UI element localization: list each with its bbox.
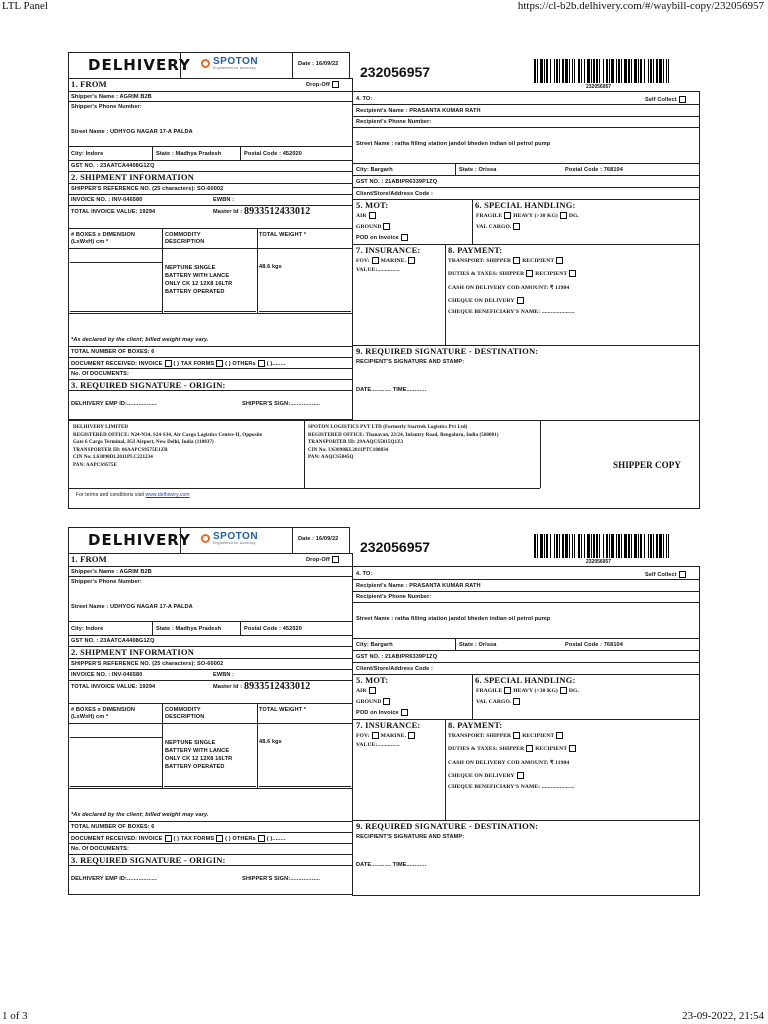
marine-label: MARINE.: [380, 257, 406, 264]
cheque-beneficiary: CHEQUE BENEFICIARY'S NAME: ......................: [448, 784, 575, 790]
self-collect-option: [645, 571, 688, 578]
terms-link[interactable]: www.delhivery.com: [145, 492, 190, 498]
shipper-gst: GST NO. : 23AATCA4408G1ZQ: [71, 638, 155, 644]
self-collect-option: [645, 96, 688, 103]
transport-recipient-checkbox[interactable]: [556, 257, 563, 264]
doc-tax-label: ( ) TAX FORMS: [173, 835, 215, 842]
delhivery-emp-id: DELHIVERY EMP ID:..................: [71, 401, 157, 407]
transport-recipient-checkbox[interactable]: [556, 732, 563, 739]
dropoff-checkbox[interactable]: [332, 81, 339, 88]
duties-shipper-checkbox[interactable]: [526, 270, 533, 277]
shipper-reference: SHIPPER'S REFERENCE NO. (25 characters): SO-60002: [71, 186, 224, 192]
val-cargo-checkbox[interactable]: [513, 223, 520, 230]
invoice-checkbox[interactable]: [165, 835, 172, 842]
recipient-name: Recipient's Name : PRASANTA KUMAR RATH: [356, 583, 481, 589]
ground-option: [356, 698, 392, 705]
recipient-state: State : Orissa: [459, 167, 497, 173]
boxes-dimension-header: # BOXES x DIMENSION: [71, 707, 136, 713]
boxes-dimension-unit: (LxWxH) cm *: [71, 239, 109, 245]
master-id-label: Master Id :: [213, 209, 243, 215]
invoice-checkbox[interactable]: [165, 360, 172, 367]
recipient-gst: GST NO. : 21ABIPR6339P1ZQ: [356, 654, 438, 660]
destination-signature-title: 9. REQUIRED SIGNATURE - DESTINATION:: [356, 821, 539, 831]
cheque-delivery-label: CHEQUE ON DELIVERY: [448, 297, 515, 304]
barcode-number: 232056957: [586, 559, 612, 565]
from-title: 1. FROM: [71, 554, 107, 564]
barcode-number: 232056957: [586, 84, 612, 90]
self-collect-checkbox[interactable]: [679, 96, 686, 103]
document-received: [71, 360, 286, 367]
master-id: 8933512433012: [244, 206, 311, 217]
print-title: LTL Panel: [2, 0, 48, 12]
recipient-gst: GST NO. : 21ABIPR6339P1ZQ: [356, 179, 438, 185]
dropoff-checkbox[interactable]: [332, 556, 339, 563]
client-store-code: Client/Store/Address Code :: [356, 191, 433, 197]
ground-checkbox[interactable]: [383, 223, 390, 230]
transport-payer: [448, 257, 565, 264]
total-boxes: TOTAL NUMBER OF BOXES: 6: [71, 824, 155, 830]
duties-recipient-checkbox[interactable]: [569, 270, 576, 277]
shipper-name: Shipper's Name : AGRIM B2B: [71, 94, 152, 100]
spoton-wordmark: SPOTON: [213, 531, 259, 542]
waybill-date: Date : 16/09/22: [298, 61, 339, 67]
others-checkbox[interactable]: [258, 835, 265, 842]
recipient-postal: Postal Code : 768104: [565, 167, 623, 173]
shipper-city: City: Indore: [71, 626, 104, 632]
shipper-copy-label: SHIPPER COPY: [613, 460, 681, 470]
commodity-line-4: BATTERY OPERATED: [165, 764, 225, 770]
val-cargo-option: [476, 223, 522, 230]
fov-label: FOV:: [356, 732, 370, 739]
insurance-options: [356, 732, 417, 739]
spoton-logo: [213, 56, 258, 70]
marine-checkbox[interactable]: [408, 732, 415, 739]
delhivery-office-2: Gate 6 Cargo Terminal, IGI Airport, New Delhi, India (110037): [73, 440, 214, 446]
duties-recipient-label: RECIPIENT: [535, 745, 568, 752]
spoton-transporter: TRANSPORTER ID: 29AAQCS5815Q1Z3: [308, 440, 404, 446]
total-invoice-value: TOTAL INVOICE VALUE: 19294: [71, 684, 156, 690]
shipper-state: State : Madhya Pradesh: [156, 626, 222, 632]
air-option: [356, 687, 378, 694]
commodity-line-3: ONLY CK 12 12X8 16LTR: [165, 756, 233, 762]
duties-recipient-label: RECIPIENT: [535, 270, 568, 277]
air-label: AIR: [356, 212, 367, 219]
awb-number: 232056957: [360, 64, 431, 80]
air-checkbox[interactable]: [369, 687, 376, 694]
duties-payer: [448, 270, 578, 277]
shipper-gst: GST NO. : 23AATCA4408G1ZQ: [71, 163, 155, 169]
pod-invoice-checkbox[interactable]: [401, 234, 408, 241]
self-collect-label: Self Collect: [645, 571, 677, 578]
total-weight-value: 48.6 kgs: [259, 264, 282, 270]
number-of-documents: No. Of DOCUMENTS:: [71, 371, 129, 377]
shipment-title: 2. SHIPMENT INFORMATION: [71, 647, 195, 657]
payment-title: 8. PAYMENT:: [448, 245, 503, 255]
to-title: 4. TO:: [356, 96, 373, 102]
cod-amount: CASH ON DELIVERY COD AMOUNT: ₹ 11984: [448, 760, 570, 766]
fragile-label: FRAGILE: [476, 212, 503, 219]
spoton-icon: [201, 59, 210, 68]
terms-text: [76, 492, 190, 498]
spoton-company-info: [308, 424, 499, 462]
insurance-value: VALUE:...............: [356, 742, 400, 748]
commodity-description: [165, 264, 232, 296]
others-checkbox[interactable]: [258, 360, 265, 367]
commodity-line-4: BATTERY OPERATED: [165, 289, 225, 295]
dg-label: DG.: [568, 212, 579, 219]
waybill-copy-1: [68, 52, 700, 512]
awb-number: 232056957: [360, 539, 431, 555]
fov-label: FOV:: [356, 257, 370, 264]
transport-recipient-label: RECIPIENT: [522, 732, 555, 739]
pod-invoice-option: [356, 234, 410, 241]
pod-invoice-label: POD on Invoice: [356, 709, 399, 716]
shipper-reference: SHIPPER'S REFERENCE NO. (25 characters): SO-60002: [71, 661, 224, 667]
val-cargo-label: VAL CARGO.: [476, 698, 512, 705]
invoice-number: INVOICE NO. : INV-046580: [71, 197, 143, 203]
transport-label: TRANSPORT: SHIPPER: [448, 732, 512, 739]
delhivery-emp-id: DELHIVERY EMP ID:..................: [71, 876, 157, 882]
ground-label: GROUND: [356, 698, 382, 705]
cheque-beneficiary: CHEQUE BENEFICIARY'S NAME: ......................: [448, 309, 575, 315]
heavy-label: HEAVY (>30 KG): [513, 212, 558, 219]
spoton-cin: CIN No: U63090KL2011PTC108834: [308, 447, 389, 453]
doc-others-label: ( ) OTHERs: [225, 360, 256, 367]
shipper-postal: Postal Code : 452020: [244, 626, 302, 632]
recipient-postal: Postal Code : 768104: [565, 642, 623, 648]
origin-signature-title: 3. REQUIRED SIGNATURE - ORIGIN:: [71, 855, 226, 865]
spoton-tagline: Engineered for Accuracy: [213, 541, 256, 545]
print-header: [0, 0, 768, 14]
page-count: 1 of 3: [2, 1010, 28, 1022]
special-handling-options: [476, 212, 579, 219]
shipper-sign: SHIPPER'S SIGN:..................: [242, 401, 320, 407]
origin-signature-title: 3. REQUIRED SIGNATURE - ORIGIN:: [71, 380, 226, 390]
duties-payer: [448, 745, 578, 752]
total-boxes: TOTAL NUMBER OF BOXES: 6: [71, 349, 155, 355]
spoton-tagline: Engineered for Accuracy: [213, 66, 256, 70]
recipient-city: City: Bargarh: [356, 167, 393, 173]
shipper-phone: Shipper's Phone Number:: [71, 104, 142, 110]
insurance-title: 7. INSURANCE:: [356, 245, 421, 255]
insurance-value: VALUE:...............: [356, 267, 400, 273]
dropoff-option: [306, 81, 341, 88]
cheque-delivery-checkbox[interactable]: [517, 297, 524, 304]
date-time: DATE............ TIME............: [356, 387, 427, 393]
insurance-options: [356, 257, 417, 264]
commodity-header-2: DESCRIPTION: [165, 714, 205, 720]
cheque-delivery-checkbox[interactable]: [517, 772, 524, 779]
recipient-street: Street Name : ratha filling station jandol bheden indian oil petrol pump: [356, 141, 551, 147]
shipper-state: State : Madhya Pradesh: [156, 151, 222, 157]
total-invoice-value: TOTAL INVOICE VALUE: 19294: [71, 209, 156, 215]
recipient-city: City: Bargarh: [356, 642, 393, 648]
commodity-line-3: ONLY CK 12 12X8 16LTR: [165, 281, 233, 287]
special-handling-title: 6. SPECIAL HANDLING:: [475, 200, 576, 210]
val-cargo-label: VAL CARGO.: [476, 223, 512, 230]
fov-checkbox[interactable]: [372, 732, 379, 739]
mot-title: 5. MOT:: [356, 200, 389, 210]
transport-shipper-checkbox[interactable]: [513, 732, 520, 739]
to-title: 4. TO:: [356, 571, 373, 577]
recipient-phone: Recipient's Phone Number:: [356, 594, 432, 600]
shipper-street: Street Name : UDHYOG NAGAR 17-A PALDA: [71, 604, 193, 610]
air-label: AIR: [356, 687, 367, 694]
shipper-phone: Shipper's Phone Number:: [71, 579, 142, 585]
delhivery-office: REGISTERED OFFICE: N24-N34, S24-S34, Air Cargo Logistics Centre-II, Opposite: [73, 432, 263, 438]
tax-forms-checkbox[interactable]: [216, 360, 223, 367]
commodity-line-2: BATTERY WITH LANCE: [165, 273, 230, 279]
recipient-state: State : Orissa: [459, 642, 497, 648]
document-received: [71, 835, 286, 842]
duties-label: DUTIES & TAXES: SHIPPER: [448, 745, 525, 752]
invoice-number: INVOICE NO. : INV-046580: [71, 672, 143, 678]
dropoff-option: [306, 556, 341, 563]
transport-shipper-checkbox[interactable]: [513, 257, 520, 264]
waybill-copy-2: [68, 527, 700, 907]
commodity-header: COMMODITY: [165, 232, 201, 238]
commodity-header-2: DESCRIPTION: [165, 239, 205, 245]
date-time: DATE............ TIME............: [356, 862, 427, 868]
spoton-pan: PAN: AAQCS5845Q: [308, 455, 354, 461]
cheque-delivery-label: CHEQUE ON DELIVERY: [448, 772, 515, 779]
commodity-line-2: BATTERY WITH LANCE: [165, 748, 230, 754]
recipient-street: Street Name : ratha filling station jandol bheden indian oil petrol pump: [356, 616, 551, 622]
print-timestamp: 23-09-2022, 21:54: [682, 1010, 764, 1022]
shipper-postal: Postal Code : 452020: [244, 151, 302, 157]
weight-header: TOTAL WEIGHT *: [259, 707, 307, 713]
special-handling-title: 6. SPECIAL HANDLING:: [475, 675, 576, 685]
recipient-name: Recipient's Name : PRASANTA KUMAR RATH: [356, 108, 481, 114]
pod-invoice-checkbox[interactable]: [401, 709, 408, 716]
doc-other-text: ( )........: [266, 360, 286, 367]
spoton-wordmark: SPOTON: [213, 56, 259, 67]
cheque-on-delivery: [448, 772, 526, 779]
delhivery-pan: PAN: AAPCS9575E: [73, 462, 118, 468]
number-of-documents: No. Of DOCUMENTS:: [71, 846, 129, 852]
tax-forms-checkbox[interactable]: [216, 835, 223, 842]
shipper-street: Street Name : UDHYOG NAGAR 17-A PALDA: [71, 129, 193, 135]
recipient-signature: RECIPIENT'S SIGNATURE AND STAMP:: [356, 359, 465, 365]
declared-note: *As declared by the client; billed weight may vary.: [71, 812, 209, 818]
shipper-city: City: Indore: [71, 151, 104, 157]
delhivery-logo: DELHIVERY: [88, 531, 191, 549]
self-collect-label: Self Collect: [645, 96, 677, 103]
waybill-date: Date : 16/09/22: [298, 536, 339, 542]
ground-option: [356, 223, 392, 230]
weight-header: TOTAL WEIGHT *: [259, 232, 307, 238]
self-collect-checkbox[interactable]: [679, 571, 686, 578]
cheque-on-delivery: [448, 297, 526, 304]
print-url: https://cl-b2b.delhivery.com/#/waybill-copy/232056957: [517, 0, 764, 12]
delhivery-cin: CIN No: L63090DL2011PLC221234: [73, 455, 153, 461]
air-checkbox[interactable]: [369, 212, 376, 219]
dropoff-label: Drop-Off: [306, 81, 330, 88]
heavy-checkbox[interactable]: [560, 687, 567, 694]
fragile-checkbox[interactable]: [504, 212, 511, 219]
doc-other-text: ( )........: [266, 835, 286, 842]
shipment-title: 2. SHIPMENT INFORMATION: [71, 172, 195, 182]
shipper-sign: SHIPPER'S SIGN:..................: [242, 876, 320, 882]
delhivery-transporter: TRANSPORTER ID: 06AAPCS9575E1ZR: [73, 447, 168, 453]
val-cargo-option: [476, 698, 522, 705]
marine-checkbox[interactable]: [408, 257, 415, 264]
destination-signature-title: 9. REQUIRED SIGNATURE - DESTINATION:: [356, 346, 539, 356]
duties-shipper-checkbox[interactable]: [526, 745, 533, 752]
spoton-logo: [213, 531, 258, 545]
doc-invoice-label: DOCUMENT RECEIVED: INVOICE: [71, 835, 163, 842]
ground-label: GROUND: [356, 223, 382, 230]
duties-recipient-checkbox[interactable]: [569, 745, 576, 752]
commodity-description: [165, 739, 232, 771]
spoton-office: REGISTERED OFFICE: Thanavan, 23/24, Infantry Road, Bengaluru, India (560001): [308, 432, 499, 438]
mot-title: 5. MOT:: [356, 675, 389, 685]
print-footer: [0, 1008, 768, 1024]
marine-label: MARINE.: [380, 732, 406, 739]
transport-payer: [448, 732, 565, 739]
spoton-company-name: SPOTON LOGISTICS PVT LTD (Formerly Startrek Logistics Pvt Ltd): [308, 425, 468, 430]
delhivery-company-info: [73, 424, 262, 470]
fov-checkbox[interactable]: [372, 257, 379, 264]
val-cargo-checkbox[interactable]: [513, 698, 520, 705]
barcode: [534, 534, 670, 558]
insurance-title: 7. INSURANCE:: [356, 720, 421, 730]
heavy-checkbox[interactable]: [560, 212, 567, 219]
barcode: [534, 59, 670, 83]
declared-note: *As declared by the client; billed weight may vary.: [71, 337, 209, 343]
master-id-label: Master Id :: [213, 684, 243, 690]
delhivery-company-name: DELHIVERY LIMITED: [73, 425, 129, 430]
ewbn: EWBN :: [213, 672, 235, 678]
doc-tax-label: ( ) TAX FORMS: [173, 360, 215, 367]
ewbn: EWBN :: [213, 197, 235, 203]
commodity-header: COMMODITY: [165, 707, 201, 713]
cod-amount: CASH ON DELIVERY COD AMOUNT: ₹ 11984: [448, 285, 570, 291]
recipient-phone: Recipient's Phone Number:: [356, 119, 432, 125]
boxes-dimension-header: # BOXES x DIMENSION: [71, 232, 136, 238]
payment-title: 8. PAYMENT:: [448, 720, 503, 730]
delhivery-logo: DELHIVERY: [88, 56, 191, 74]
terms-prefix: For terms and conditions visit: [76, 492, 145, 498]
air-option: [356, 212, 378, 219]
shipper-name: Shipper's Name : AGRIM B2B: [71, 569, 152, 575]
dropoff-label: Drop-Off: [306, 556, 330, 563]
from-title: 1. FROM: [71, 79, 107, 89]
special-handling-options: [476, 687, 579, 694]
pod-invoice-option: [356, 709, 410, 716]
fragile-label: FRAGILE: [476, 687, 503, 694]
duties-label: DUTIES & TAXES: SHIPPER: [448, 270, 525, 277]
master-id: 8933512433012: [244, 681, 311, 692]
fragile-checkbox[interactable]: [504, 687, 511, 694]
total-weight-value: 48.6 kgs: [259, 739, 282, 745]
recipient-signature: RECIPIENT'S SIGNATURE AND STAMP:: [356, 834, 465, 840]
commodity-line-1: NEPTUNE SINGLE: [165, 740, 216, 746]
client-store-code: Client/Store/Address Code :: [356, 666, 433, 672]
spoton-icon: [201, 534, 210, 543]
heavy-label: HEAVY (>30 KG): [513, 687, 558, 694]
transport-recipient-label: RECIPIENT: [522, 257, 555, 264]
doc-others-label: ( ) OTHERs: [225, 835, 256, 842]
boxes-dimension-unit: (LxWxH) cm *: [71, 714, 109, 720]
pod-invoice-label: POD on Invoice: [356, 234, 399, 241]
transport-label: TRANSPORT: SHIPPER: [448, 257, 512, 264]
commodity-line-1: NEPTUNE SINGLE: [165, 265, 216, 271]
ground-checkbox[interactable]: [383, 698, 390, 705]
doc-invoice-label: DOCUMENT RECEIVED: INVOICE: [71, 360, 163, 367]
dg-label: DG.: [568, 687, 579, 694]
